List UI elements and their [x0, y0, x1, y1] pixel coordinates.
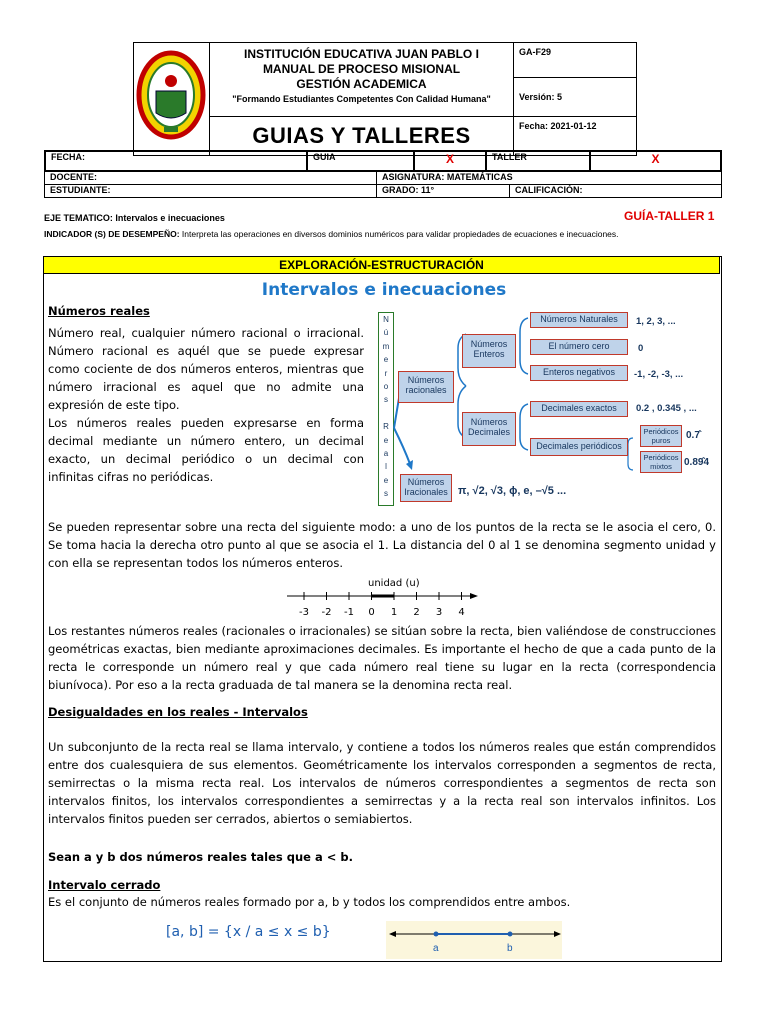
- point-b: [508, 932, 513, 937]
- doc-code: GA-F29: [514, 43, 637, 78]
- docente-label: DOCENTE:: [45, 172, 377, 185]
- tick-label: 4: [458, 607, 465, 618]
- institution-cell: [210, 43, 514, 117]
- institution-name: INSTITUCIÓN EDUCATIVA JUAN PABLO I: [244, 47, 479, 61]
- indicador-label: INDICADOR (S) DE DESEMPEÑO:: [44, 229, 180, 239]
- cero-box: El número cero: [530, 339, 628, 355]
- calificacion: CALIFICACIÓN:: [510, 185, 722, 198]
- tick-label: 2: [413, 607, 420, 618]
- asignatura: ASIGNATURA: MATEMÁTICAS: [377, 172, 722, 185]
- paragraph-3: Se pueden representar sobre una recta del siguiente modo: a uno de los puntos de la recta se le asocia el cero, 0. Se toma hacia la derecha otro punto al que se asocia el 1. La distancia del 0 al 1 se denomina segmento unidad y con ella se representan todos los números enteros.: [48, 520, 716, 570]
- cero-value: 0: [638, 343, 644, 354]
- eje-tematico: EJE TEMATICO: Intervalos e inecuaciones: [44, 213, 225, 223]
- irracionales-box: Números Iracionales: [400, 474, 452, 502]
- vertical-letter: o: [383, 382, 389, 392]
- section-title: Intervalos e inecuaciones: [261, 280, 507, 300]
- periodicos-box: Decimales periódicos: [530, 438, 628, 456]
- paragraph-2: Los números reales pueden expresarse en forma decimal mediante un número entero, un decimal exacto, un decimal periódico o un decimal con infinitas cifras no periódicas.: [48, 416, 364, 484]
- vertical-letter: l: [385, 462, 387, 472]
- taller-mark: X: [590, 151, 721, 171]
- puros-value: 0.7̂: [686, 430, 700, 441]
- header-table: [133, 42, 637, 156]
- tick-label: -1: [344, 607, 354, 618]
- info-table-2: [44, 171, 722, 198]
- exactos-box: Decimales exactos: [530, 401, 628, 417]
- vertical-letter: R: [383, 422, 389, 432]
- tick-label: -2: [321, 607, 332, 618]
- tick-label: -3: [299, 607, 309, 618]
- fecha-label: FECHA:: [45, 151, 307, 171]
- guia-taller-label: GUÍA-TALLER 1: [624, 209, 715, 223]
- decimales-box: Números Decimales: [462, 412, 516, 446]
- desigualdades-heading: Desigualdades en los reales - Intervalos: [48, 705, 308, 719]
- doc-version: Versión: 5: [514, 78, 637, 117]
- mixtos-value: 0.89̂4: [684, 457, 710, 468]
- doc-date: Fecha: 2021-01-12: [514, 117, 637, 156]
- vertical-letter: N: [383, 315, 389, 324]
- vertical-letter: a: [383, 449, 389, 459]
- point-a: [434, 932, 439, 937]
- guia-label: GUIA: [307, 151, 414, 171]
- intervalo-cerrado-heading: Intervalo cerrado: [48, 878, 161, 892]
- section-banner: EXPLORACIÓN-ESTRUCTURACIÓN: [43, 256, 720, 274]
- naturales-box: Números Naturales: [530, 312, 628, 328]
- info-table: [44, 150, 722, 172]
- logo-cell: [134, 43, 210, 156]
- guia-mark: X: [414, 151, 486, 171]
- vertical-letter: r: [384, 368, 388, 378]
- grado: GRADO: 11°: [377, 185, 510, 198]
- mixtos-box: Periódicos mixtos: [640, 451, 682, 473]
- numeros-reales-heading: Números reales: [48, 304, 150, 318]
- closed-interval-line: [386, 921, 562, 959]
- vertical-letter: ú: [383, 328, 389, 338]
- closed-interval-formula: [a, b] = {x / a ≤ x ≤ b}: [166, 924, 331, 940]
- tick-label: 0: [368, 607, 375, 618]
- vertical-letter: m: [382, 341, 390, 351]
- tick-label: 3: [435, 607, 443, 618]
- exactos-values: 0.2 , 0.345 , ...: [636, 403, 697, 414]
- paragraph-5: Un subconjunto de la recta real se llama intervalo, y contiene a todos los números reales que están comprendidos entre dos cualesquiera de sus elementos. Geométricamente los intervalos corresponden a segmentos de recta, semirrectas o la misma recta real. Los intervalos de números correspondientes a segmentos de recta son intervalos finitos, los intervalos correspondientes a semirrectas y a la recta real son intervalos infinitos. Los intervalos finitos pueden ser cerrados, abiertos o semiabiertos.: [48, 740, 716, 826]
- negativos-box: Enteros negativos: [530, 365, 628, 381]
- vertical-letter: e: [383, 435, 389, 445]
- vertical-letter: e: [383, 475, 389, 485]
- label-b: b: [507, 943, 513, 954]
- doc-title: GUIAS Y TALLERES: [252, 123, 471, 148]
- label-a: a: [433, 943, 439, 954]
- vertical-letter: s: [384, 489, 388, 499]
- paragraph-1: Número real, cualquier número racional o irracional. Número racional es aquél que se puede expresar como cociente de dos números enteros, mientras que número irracional es aquel que no admite una expresión de este tipo.: [48, 326, 364, 412]
- tick-label: 1: [390, 607, 398, 618]
- taller-label: TALLER: [486, 151, 590, 171]
- manual-name: MANUAL DE PROCESO MISIONAL: [262, 62, 461, 76]
- estudiante-label: ESTUDIANTE:: [45, 185, 377, 198]
- vertical-letter: e: [383, 355, 389, 365]
- negativos-values: -1, -2, -3, ...: [634, 369, 684, 380]
- school-crest-logo: [134, 43, 208, 143]
- indicador-text: Interpreta las operaciones en diversos dominios numéricos para validar propiedades de ecuaciones e inecuaciones.: [181, 229, 619, 239]
- area-name: GESTIÓN ACADEMICA: [296, 77, 427, 91]
- slogan: "Formando Estudiantes Competentes Con Calidad Humana": [232, 94, 491, 104]
- paragraph-6: Es el conjunto de números reales formado por a, b y todos los comprendidos entre ambos.: [48, 895, 571, 909]
- paragraph-4: Los restantes números reales (racionales o irracionales) se sitúan sobre la recta, bien valiéndose de construcciones geométricas exactas, bien mediante aproximaciones decimales. Es importante el hecho de que a cada punto de la recta le corresponde un número real y que cada número real tiene su lugar en la recta (correspondencia biunívoca). Por eso a la recta graduada de tal manera se la denomina recta real.: [48, 624, 716, 692]
- racionales-box: Números racionales: [398, 371, 454, 403]
- vertical-letter: s: [384, 395, 388, 405]
- enteros-box: Números Enteros: [462, 334, 516, 368]
- puros-box: Periódicos puros: [640, 425, 682, 447]
- irracionales-values: π, √2, √3, ϕ, e, –√5 ...: [458, 485, 567, 497]
- sean-ab: Sean a y b dos números reales tales que a < b.: [48, 850, 353, 864]
- number-line: [282, 590, 482, 620]
- naturales-values: 1, 2, 3, ...: [636, 316, 676, 327]
- unit-label: unidad (u): [368, 578, 420, 589]
- indicador: [44, 228, 722, 241]
